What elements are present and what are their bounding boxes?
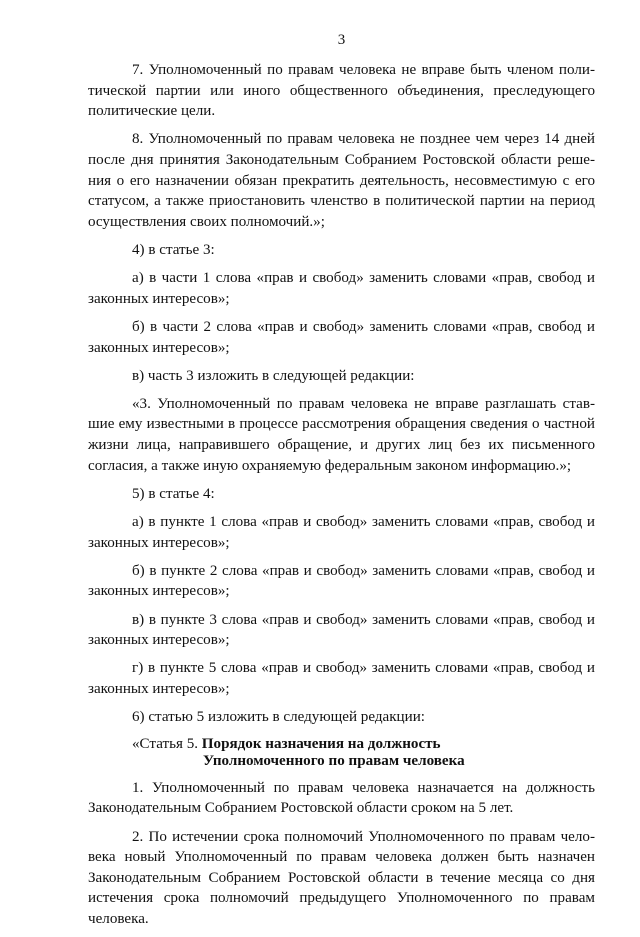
paragraph-article-4-g: г) в пункте 5 слова «прав и свобод» заменить словами «прав, свобод и законных интересов»; — [88, 660, 595, 697]
paragraph-article-4-a: а) в пункте 1 слова «прав и свобод» заменить словами «прав, свобод и законных интересов»; — [88, 514, 595, 551]
paragraph-article-5-intro: 6) статью 5 изложить в следующей редакции: — [132, 709, 425, 726]
article-5-title-line2: Уполномоченного по правам человека — [203, 753, 465, 770]
article-5-prefix: «Статья 5. — [132, 735, 202, 752]
paragraph-article-5-part-2: 2. По истечении срока полномочий Уполномоченного по правам человека новый Уполномоченный по правам человека должен быть назначен Законодательным Собранием Ростовской области в течение месяца со дня истечения срока полномочий предыдущего Уполномоченного по правам человека. — [88, 828, 595, 927]
paragraph-article-4-intro: 5) в статье 4: — [132, 485, 215, 502]
paragraph-article-3-a: а) в части 1 слова «прав и свобод» заменить словами «прав, свобод и законных интересов»; — [88, 270, 595, 307]
paragraph-article-4-b: б) в пункте 2 слова «прав и свобод» заменить словами «прав, свобод и законных интересов»; — [88, 562, 595, 600]
page-number: 3 — [337, 32, 346, 48]
paragraph-article-3-v: в) часть 3 изложить в следующей редакции: — [132, 367, 415, 384]
paragraph-article-4-v: в) в пункте 3 слова «прав и свобод» заменить словами «прав, свобод и законных интересов»; — [88, 611, 595, 649]
document-body — [88, 60, 595, 937]
paragraph-item-8: 8. Уполномоченный по правам человека не позднее чем через 14 дней после дня принятия Законодательным Собранием Ростовской области решения о его назначении обязан прекратить деятельность, несовместимую с его статусом, а также приостановить членство в политической партии на период осуществления своих полномочий.»; — [88, 131, 595, 230]
paragraph-article-3-intro: 4) в статье 3: — [132, 241, 215, 258]
paragraph-article-5-part-1: 1. Уполномоченный по правам человека назначается на должность Законодательным Собранием Ростовской области сроком на 5 лет. — [88, 779, 595, 817]
article-5-heading-line1 — [88, 736, 595, 754]
paragraph-article-3-part-3: «3. Уполномоченный по правам человека не вправе разглашать ставшие ему известными в процессе рассмотрения обращения сведения о частной жизни лица, направившего обращение, и других лиц без их письменного согласия, а также иную охраняемую федеральным законом информацию.»; — [88, 395, 595, 474]
article-5-title-line1: Порядок назначения на должность — [201, 735, 441, 752]
paragraph-article-3-b: б) в части 2 слова «прав и свобод» заменить словами «прав, свобод и законных интересов»; — [88, 318, 595, 356]
article-5-heading — [88, 736, 595, 771]
paragraph-item-7: 7. Уполномоченный по правам человека не вправе быть членом политической партии или иного общественного объединения, преследующего политические цели. — [88, 62, 595, 120]
